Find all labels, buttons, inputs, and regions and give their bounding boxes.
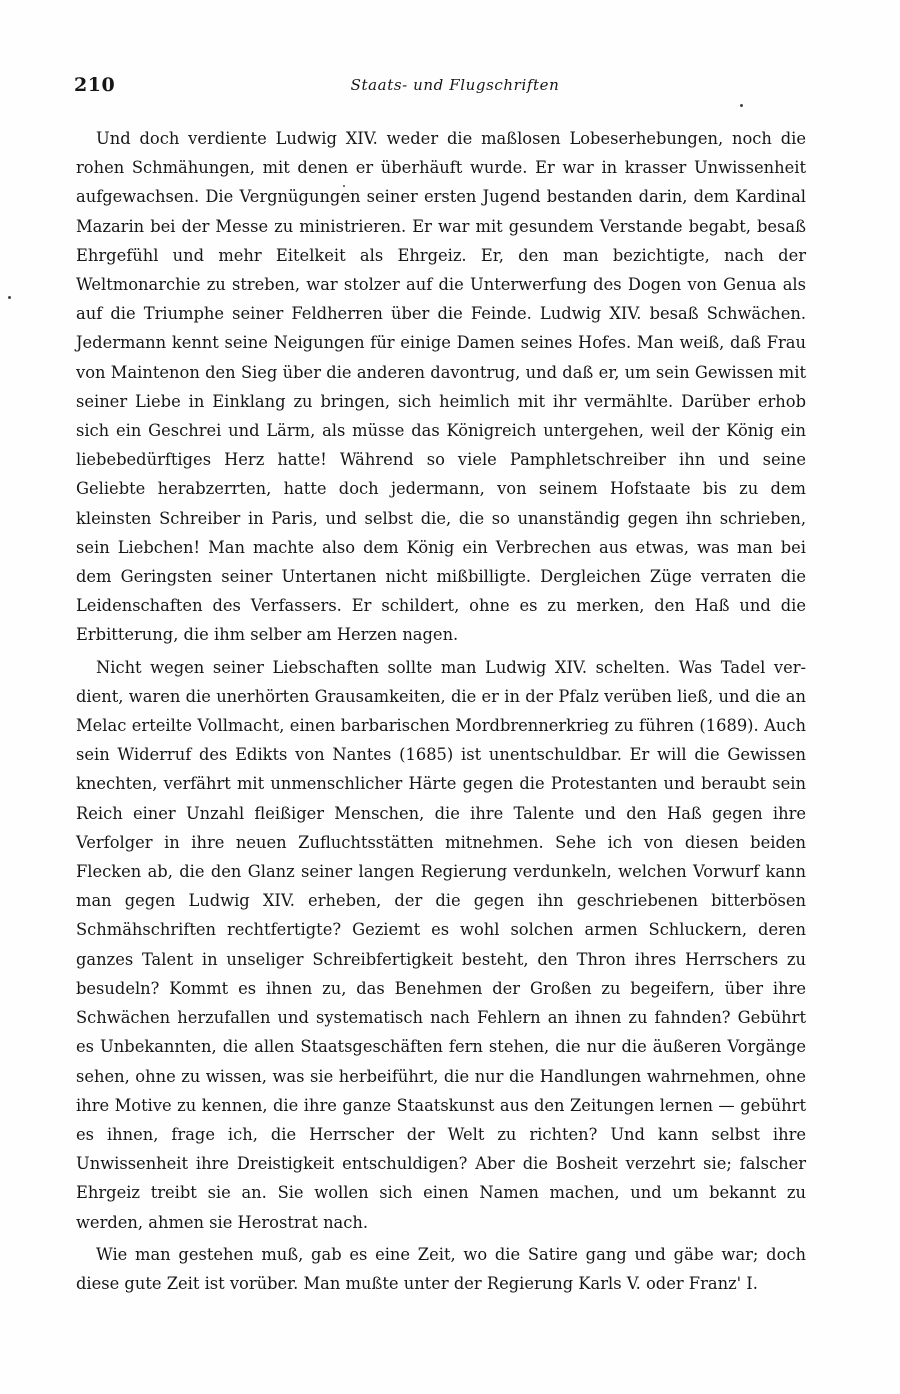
paragraph-1: Und doch verdiente Ludwig XIV. weder die maßlosen Lobeserhebungen, noch die rohen Schmähungen, mit denen er überhäuft wurde. Er war in krasser Unwissenheit aufgewachsen. Die Vergnügungen seiner ersten Jugend bestanden darin, dem Kardinal Mazarin bei der Messe zu ministrieren. Er war mit gesundem Verstande begabt, besaß Ehrgefühl und mehr Eitelkeit als Ehrgeiz. Er, den man bezichtigte, nach der Weltmonarchie zu streben, war stolzer auf die Unterwerfung des Dogen von Genua als auf die Triumphe seiner Feldherren über die Feinde. Ludwig XIV. besaß Schwächen. Jedermann kennt seine Neigungen für einige Damen seines Hofes. Man weiß, daß Frau von Maintenon den Sieg über die anderen davontrug, und daß er, um sein Gewissen mit seiner Liebe in Einklang zu bringen, sich heimlich mit ihr vermählte. Darüber erhob sich ein Geschrei und Lärm, als müsse das Königreich untergehen, weil der König ein liebebedürftiges Herz hatte! Während so viele Pamphletschreiber ihn und seine Geliebte herabzerrten, hatte doch jedermann, von seinem Hofstaate bis zu dem kleinsten Schreiber in Paris, und selbst die, die so unanständig gegen ihn schrieben, sein Liebchen! Man machte also dem König ein Verbrechen aus etwas, was man bei dem Geringsten seiner Untertanen nicht mißbilligte. Dergleichen Züge verraten die Leidenschaften des Verfassers. Er schildert, ohne es zu merken, den Haß und die Erbitterung, die ihm selber am Herzen nagen.: [76, 129, 806, 645]
scan-speck: [8, 296, 11, 299]
body-text: [76, 124, 806, 1301]
paragraph-2: Nicht wegen seiner Liebschaften sollte man Ludwig XIV. schelten. Was Tadel verdient, waren die unerhörten Grausamkeiten, die er in der Pfalz verüben ließ, und die an Melac erteilte Vollmacht, einen barbarischen Mordbrennerkrieg zu führen (1689). Auch sein Widerruf des Edikts von Nantes (1685) ist unentschuldbar. Er will die Gewissen knechten, verfährt mit unmenschlicher Härte gegen die Protestanten und beraubt sein Reich einer Unzahl fleißiger Menschen, die ihre Talente und den Haß gegen ihre Verfolger in ihre neuen Zufluchtsstätten mitnehmen. Sehe ich von diesen beiden Flecken ab, die den Glanz seiner langen Regierung verdunkeln, welchen Vorwurf kann man gegen Ludwig XIV. erheben, der die gegen ihn geschriebenen bitterbösen Schmähschriften rechtfertigte? Geziemt es wohl solchen armen Schluckern, deren ganzes Talent in unseliger Schreibfertigkeit besteht, den Thron ihres Herrschers zu besudeln? Kommt es ihnen zu, das Benehmen der Großen zu begeifern, über ihre Schwächen herzufallen und systematisch nach Fehlern an ihnen zu fahnden? Gebührt es Unbekannten, die allen Staatsgeschäften fern stehen, die nur die äußeren Vorgänge sehen, ohne zu wissen, was sie herbeiführt, die nur die Handlungen wahrnehmen, ohne ihre Motive zu kennen, die ihre ganze Staatskunst aus den Zeitungen lernen — gebührt es ihnen, frage ich, die Herrscher der Welt zu richten? Und kann selbst ihre Unwissenheit ihre Dreistigkeit entschuldigen? Aber die Bosheit verzehrt sie; falscher Ehrgeiz treibt sie an. Sie wollen sich einen Namen machen, und um bekannt zu werden, ahmen sie Herostrat nach.: [76, 657, 806, 1232]
running-head: [74, 74, 836, 98]
scan-speck: [343, 185, 345, 187]
page-number: 210: [74, 74, 116, 96]
running-title: Staats- und Flugschriften: [350, 76, 560, 94]
scan-speck: [740, 104, 743, 107]
paragraph-3: Wie man gestehen muß, gab es eine Zeit, wo die Satire gang und gäbe war; doch diese gute Zeit ist vorüber. Man mußte unter der Regierung Karls V. oder Franz' I.: [76, 1244, 806, 1293]
